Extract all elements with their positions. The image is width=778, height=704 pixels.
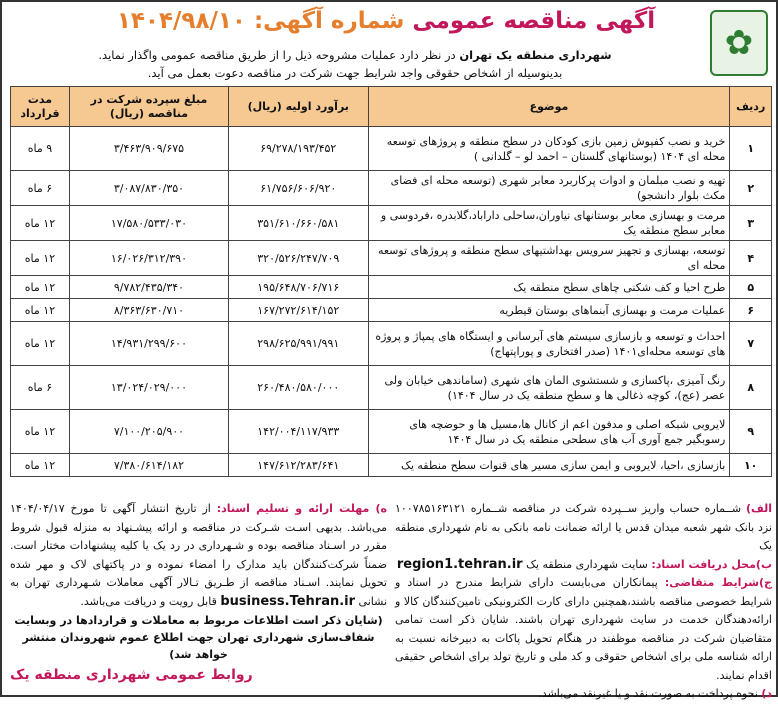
row-price: ۶۹/۲۷۸/۱۹۳/۴۵۲ [229, 127, 369, 171]
row-deposit: ۳/۴۶۳/۹۰۹/۶۷۵ [69, 127, 228, 171]
row-deposit: ۱۷/۵۸۰/۵۳۳/۰۳۰ [69, 206, 228, 241]
condition-c-label: ج)شرایط متقاضی: [664, 576, 772, 589]
row-duration: ۱۲ ماه [11, 206, 70, 241]
row-price: ۱۴۲/۰۰۴/۱۱۷/۹۳۳ [229, 410, 369, 454]
header-duration: مدت قرارداد [11, 87, 70, 127]
row-price: ۱۹۵/۶۴۸/۷۰۶/۷۱۶ [229, 276, 369, 299]
business-site-link[interactable]: business.Tehran.ir [220, 593, 356, 609]
row-no: ۲ [730, 171, 772, 206]
row-deposit: ۱۶/۰۲۶/۳۱۲/۳۹۰ [69, 241, 228, 276]
condition-a-label: الف) [745, 502, 772, 515]
row-price: ۱۴۷/۶۱۲/۲۸۳/۶۴۱ [229, 454, 369, 477]
table-row [11, 171, 772, 206]
row-subject: تهیه و نصب مبلمان و ادوات پرکاربرد معابر شهری (توسعه محله ای فضای مکث بلوار دانشجو) [368, 171, 730, 206]
condition-e-label: ه) مهلت ارائه و تسلیم اسناد: [216, 502, 388, 515]
row-no: ۹ [730, 410, 772, 454]
table-row [11, 454, 772, 477]
condition-a [395, 500, 772, 556]
condition-e-text-end: قابل رویت و دریافت می‌باشد. [80, 594, 221, 608]
row-deposit: ۱۳/۰۲۴/۰۲۹/۰۰۰ [69, 366, 228, 410]
row-price: ۲۶۰/۴۸۰/۵۸۰/۰۰۰ [229, 366, 369, 410]
row-no: ۶ [730, 299, 772, 322]
row-duration: ۱۲ ماه [11, 454, 70, 477]
condition-b [395, 556, 772, 575]
row-deposit: ۷/۱۰۰/۲۰۵/۹۰۰ [69, 410, 228, 454]
table-row [11, 127, 772, 171]
intro-line-1 [10, 46, 700, 64]
condition-e [10, 500, 387, 611]
region-site-link[interactable]: region1.tehran.ir [396, 556, 523, 572]
row-subject: مرمت و بهسازی معابر بوستانهای نیاوران،ساحلی داراباد،گلابدره ،فردوسی و معابر سطح منطقه یک [368, 206, 730, 241]
condition-a-text: شــماره حساب واریز ســپرده شرکت در مناقصه شــماره ۱۰۰۷۸۵۱۶۳۱۲۱ نزد بانک شهر شعبه میدان قدس یا ارائه ضمانت نامه بانکی به نام شهرداری منطقه یک [395, 502, 772, 552]
header-no: ردیف [730, 87, 772, 127]
row-price: ۳۲۰/۵۲۶/۲۴۷/۷۰۹ [229, 241, 369, 276]
table-row [11, 299, 772, 322]
condition-c-text: پیمانکاران می‌بایست دارای شرایط مندرج در اسناد و شرایط خصوصی مناقصه باشند،همچنین دارای کارت الکترونیکی تامین‌کنندگان کالا و ارائه‌دهندگان خدمت در سایت شهرداری تهران باشند. شایان ذکر است تمامی متقاضیان شرکت در مناقصه موظفند در هنگام تحویل پاکات به دبیرخانه نسبت به ارائه شناسه ملی برای اشخاص حقوقی و کد ملی و تاریخ تولد برای اشخاص حقیقی اقدام نمایند. [395, 576, 772, 682]
condition-d-text: نحوه پرداخت به صورت نقد و یا غیرنقد می‌باشد. [538, 687, 762, 700]
row-subject: توسعه، بهسازی و تجهیز سرویس بهداشتیهای سطح منطقه و پروژهای توسعه محله ای [368, 241, 730, 276]
row-subject: عملیات مرمت و بهسازی آبنماهای بوستان قیطریه [368, 299, 730, 322]
table-row [11, 276, 772, 299]
tender-table [10, 86, 772, 477]
intro-line-1-rest: در نظر دارد عملیات مشروحه ذیل را از طریق مناقصه عمومی واگذار نماید. [98, 48, 460, 62]
row-subject: احداث و توسعه و بازسازی سیستم های آبرسانی و ایستگاه های پمپاژ و پروژه های توسعه محله‌ای۱۴۰۱ (صدر افتخاری و پوراپتهاج) [368, 322, 730, 366]
row-duration: ۱۲ ماه [11, 299, 70, 322]
row-duration: ۶ ماه [11, 366, 70, 410]
row-price: ۶۱/۷۵۶/۶۰۶/۹۲۰ [229, 171, 369, 206]
row-no: ۴ [730, 241, 772, 276]
table-row [11, 410, 772, 454]
municipality-logo-icon: ✿ [710, 10, 768, 76]
conditions-right-column [395, 500, 772, 700]
row-no: ۷ [730, 322, 772, 366]
title-main: آگهی مناقصه عمومی [412, 8, 656, 34]
row-subject: لایروبی شبکه اصلی و مدفون اعم از کانال ها،مسیل ها و حوضچه های رسوبگیر جمع آوری آب های سطحی منطقه یک در سال ۱۴۰۴ [368, 410, 730, 454]
row-duration: ۱۲ ماه [11, 241, 70, 276]
row-price: ۱۶۷/۲۷۲/۶۱۴/۱۵۲ [229, 299, 369, 322]
row-no: ۳ [730, 206, 772, 241]
row-price: ۲۹۸/۶۲۵/۹۹۱/۹۹۱ [229, 322, 369, 366]
header-price: برآورد اولیه (ریال) [229, 87, 369, 127]
row-no: ۱ [730, 127, 772, 171]
row-deposit: ۸/۳۶۳/۶۳۰/۷۱۰ [69, 299, 228, 322]
condition-b-label: ب)محل دریافت اسناد: [651, 557, 772, 571]
condition-e-text: از تاریخ انتشار آگهی تا مورخ ۱۴۰۴/۰۴/۱۷ می‌باشد. بدیهی اسـت شـرکت در مناقصه و ارائه پیشـنهاد به منزله قبول شروط مقرر در اسـناد مناقصه بوده و شـهرداری در رد یک یا کلیه پیشنهادات مختار است. ضمناً شرکت‌کنندگان باید مدارک را امضاء نموده و در پاکتهای لاک و مهر شده تحویل نمایند. اسـناد مناقصه از طـریق تـالار آگهی معاملات شـهرداری تهران به نشانی [10, 502, 387, 608]
row-no: ۱۰ [730, 454, 772, 477]
intro-bold: شهرداری منطقه یک تهران [459, 48, 612, 62]
row-duration: ۹ ماه [11, 127, 70, 171]
row-deposit: ۹/۷۸۲/۴۳۵/۳۴۰ [69, 276, 228, 299]
table-row [11, 366, 772, 410]
title-number: شماره آگهی: ۱۴۰۴/۹۸/۱۰ [116, 8, 405, 34]
intro-line-2: بدینوسیله از اشخاص حقوقی واجد شرایط جهت شرکت در مناقصه دعوت بعمل می آید. [147, 66, 563, 80]
conditions-section [10, 500, 772, 700]
condition-c [395, 574, 772, 685]
transparency-note: (شایان ذکر است اطلاعات مربوط به معاملات و قراردادها در وبسایت شفاف‌سازی شهرداری تهران جهت اطلاع عموم شهروندان منتشر خواهد شد) [14, 614, 383, 661]
intro-text [10, 46, 700, 82]
conditions-left-column [10, 500, 387, 692]
public-relations-signature: روابط عمومی شهرداری منطقه یک [10, 667, 253, 683]
row-deposit: ۱۴/۹۳۱/۲۹۹/۶۰۰ [69, 322, 228, 366]
row-deposit: ۳/۰۸۷/۸۳۰/۳۵۰ [69, 171, 228, 206]
row-duration: ۱۲ ماه [11, 322, 70, 366]
condition-d [395, 685, 772, 704]
table-row [11, 241, 772, 276]
row-deposit: ۷/۳۸۰/۶۱۴/۱۸۲ [69, 454, 228, 477]
header-subject: موضوع [368, 87, 730, 127]
row-duration: ۶ ماه [11, 171, 70, 206]
row-subject: طرح احیا و کف شکنی چاهای سطح منطقه یک [368, 276, 730, 299]
row-subject: رنگ آمیزی ،پاکسازی و شستشوی المان های شهری (ساماندهی خیابان ولی عصر (عج)، کوچه ذغالی ها و سطح منطقه یک در سال ۱۴۰۴) [368, 366, 730, 410]
header-deposit: مبلغ سپرده شرکت در مناقصه (ریال) [69, 87, 228, 127]
row-duration: ۱۲ ماه [11, 410, 70, 454]
condition-b-text: سایت شهرداری منطقه یک [522, 557, 652, 571]
table-row [11, 322, 772, 366]
row-subject: بازسازی ،احیا، لایروبی و ایمن سازی مسیر های قنوات سطح منطقه یک [368, 454, 730, 477]
row-duration: ۱۲ ماه [11, 276, 70, 299]
row-price: ۳۵۱/۶۱۰/۶۶۰/۵۸۱ [229, 206, 369, 241]
table-header-row [11, 87, 772, 127]
row-subject: خرید و نصب کفپوش زمین بازی کودکان در سطح منطقه و پروژهای توسعه محله ای ۱۴۰۴ (بوستانهای گلستان – احمد لو – گلدانی ) [368, 127, 730, 171]
row-no: ۸ [730, 366, 772, 410]
table-row [11, 206, 772, 241]
row-no: ۵ [730, 276, 772, 299]
notice-title [106, 8, 666, 34]
condition-d-label: د) [761, 687, 772, 700]
